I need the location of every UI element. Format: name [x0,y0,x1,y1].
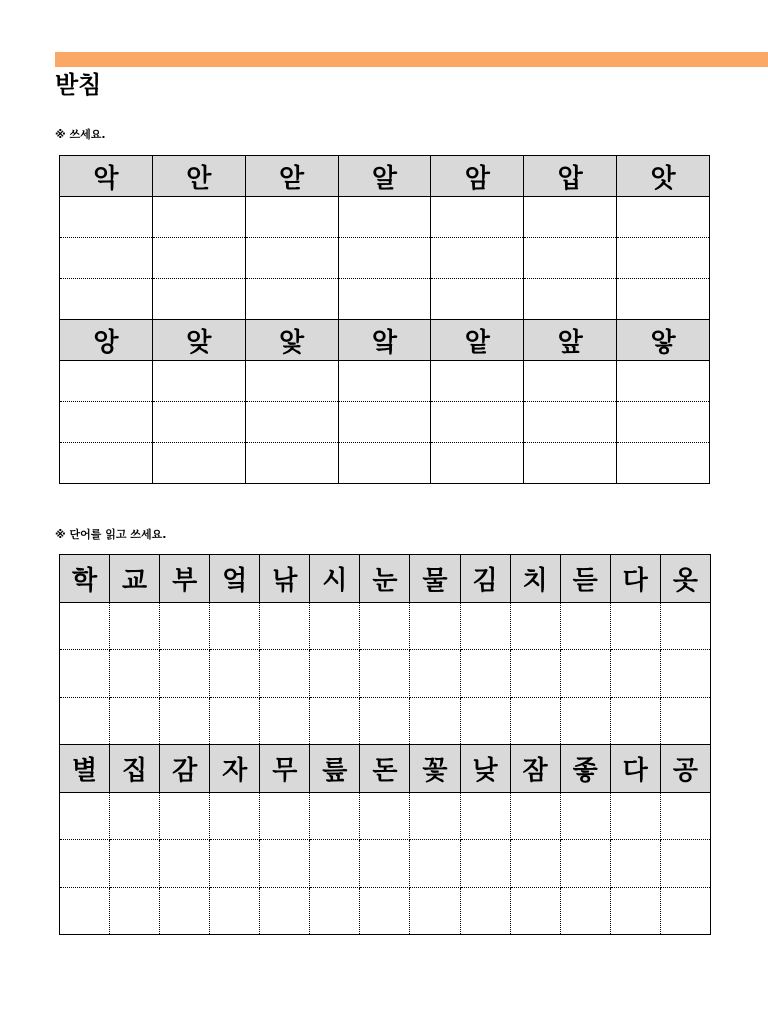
syllable-cell: 듣 [560,555,610,603]
syllable-cell: 학 [60,555,110,603]
syllable-cell: 앚 [152,320,245,361]
syllable-cell: 앝 [431,320,524,361]
syllable-cell: 안 [152,156,245,197]
syllable-cell: 낮 [460,745,510,793]
writing-cell[interactable] [524,279,617,320]
syllable-cell: 앛 [245,320,338,361]
writing-cell[interactable] [160,840,210,888]
writing-row [60,840,711,888]
writing-cell[interactable] [360,650,410,698]
batchim-writing-table [59,155,710,484]
writing-cell[interactable] [524,197,617,238]
writing-cell[interactable] [431,443,524,484]
writing-cell[interactable] [524,238,617,279]
syllable-cell: 김 [460,555,510,603]
writing-cell[interactable] [460,887,510,935]
writing-cell[interactable] [338,279,431,320]
writing-cell[interactable] [110,650,160,698]
writing-cell[interactable] [360,840,410,888]
word-header-row [60,555,711,603]
writing-cell[interactable] [245,402,338,443]
writing-row [60,887,711,935]
writing-cell[interactable] [60,697,110,745]
syllable-cell: 다 [610,555,660,603]
writing-cell[interactable] [60,361,153,402]
writing-cell[interactable] [617,197,710,238]
writing-cell[interactable] [431,361,524,402]
writing-cell[interactable] [560,792,610,840]
writing-cell[interactable] [160,887,210,935]
writing-cell[interactable] [460,602,510,650]
writing-row [60,650,711,698]
writing-cell[interactable] [338,402,431,443]
syllable-cell: 알 [338,156,431,197]
writing-cell[interactable] [610,650,660,698]
writing-cell[interactable] [510,697,560,745]
writing-cell[interactable] [338,443,431,484]
writing-cell[interactable] [617,238,710,279]
syllable-cell: 자 [210,745,260,793]
syllable-cell: 옷 [660,555,710,603]
writing-cell[interactable] [210,697,260,745]
writing-cell[interactable] [524,443,617,484]
syllable-cell: 앞 [524,320,617,361]
syllable-cell: 감 [160,745,210,793]
writing-cell[interactable] [660,840,710,888]
writing-cell[interactable] [245,443,338,484]
writing-cell[interactable] [560,887,610,935]
writing-cell[interactable] [245,238,338,279]
writing-cell[interactable] [617,402,710,443]
writing-cell[interactable] [160,650,210,698]
writing-cell[interactable] [110,697,160,745]
writing-cell[interactable] [310,650,360,698]
syllable-cell: 다 [610,745,660,793]
writing-cell[interactable] [410,602,460,650]
writing-cell[interactable] [338,197,431,238]
writing-cell[interactable] [210,792,260,840]
instruction-write: ※ 쓰세요. [55,128,106,141]
writing-cell[interactable] [60,840,110,888]
syllable-cell: 앙 [60,320,153,361]
syllable-cell: 엌 [210,555,260,603]
writing-cell[interactable] [360,697,410,745]
writing-row [60,602,711,650]
syllable-cell: 물 [410,555,460,603]
writing-cell[interactable] [460,840,510,888]
syllable-header-row [60,156,710,197]
instruction-read-and-write: ※ 단어를 읽고 쓰세요. [55,528,167,541]
writing-cell[interactable] [60,887,110,935]
writing-row [60,238,710,279]
writing-cell[interactable] [152,402,245,443]
writing-cell[interactable] [110,840,160,888]
writing-cell[interactable] [460,792,510,840]
writing-cell[interactable] [310,697,360,745]
writing-cell[interactable] [338,361,431,402]
syllable-cell: 꽃 [410,745,460,793]
writing-cell[interactable] [260,792,310,840]
writing-cell[interactable] [60,602,110,650]
writing-row [60,279,710,320]
writing-cell[interactable] [560,602,610,650]
syllable-cell: 눈 [360,555,410,603]
writing-cell[interactable] [60,197,153,238]
writing-cell[interactable] [260,650,310,698]
syllable-cell: 낚 [260,555,310,603]
writing-cell[interactable] [410,887,460,935]
writing-cell[interactable] [152,279,245,320]
writing-cell[interactable] [310,887,360,935]
writing-cell[interactable] [160,697,210,745]
writing-cell[interactable] [660,792,710,840]
syllable-cell: 공 [660,745,710,793]
writing-cell[interactable] [410,792,460,840]
writing-cell[interactable] [610,840,660,888]
writing-cell[interactable] [360,792,410,840]
writing-cell[interactable] [610,602,660,650]
syllable-cell: 릎 [310,745,360,793]
syllable-cell: 돈 [360,745,410,793]
writing-row [60,792,711,840]
syllable-cell: 압 [524,156,617,197]
writing-cell[interactable] [260,840,310,888]
writing-cell[interactable] [245,279,338,320]
writing-cell[interactable] [560,840,610,888]
writing-cell[interactable] [260,697,310,745]
writing-cell[interactable] [60,238,153,279]
writing-cell[interactable] [410,650,460,698]
writing-cell[interactable] [510,792,560,840]
syllable-cell: 암 [431,156,524,197]
writing-cell[interactable] [260,887,310,935]
syllable-cell: 앜 [338,320,431,361]
writing-cell[interactable] [60,792,110,840]
writing-cell[interactable] [660,887,710,935]
writing-cell[interactable] [431,238,524,279]
writing-cell[interactable] [245,361,338,402]
writing-cell[interactable] [524,361,617,402]
syllable-cell: 좋 [560,745,610,793]
writing-cell[interactable] [152,197,245,238]
syllable-cell: 부 [160,555,210,603]
writing-cell[interactable] [560,697,610,745]
writing-cell[interactable] [617,279,710,320]
writing-cell[interactable] [360,602,410,650]
writing-cell[interactable] [60,279,153,320]
syllable-cell: 치 [510,555,560,603]
writing-cell[interactable] [617,361,710,402]
writing-cell[interactable] [338,238,431,279]
writing-cell[interactable] [160,792,210,840]
syllable-cell: 악 [60,156,153,197]
writing-row [60,197,710,238]
writing-cell[interactable] [660,650,710,698]
writing-cell[interactable] [460,650,510,698]
writing-row [60,697,711,745]
syllable-cell: 교 [110,555,160,603]
writing-cell[interactable] [110,792,160,840]
syllable-cell: 앋 [245,156,338,197]
writing-cell[interactable] [510,650,560,698]
writing-cell[interactable] [310,602,360,650]
writing-cell[interactable] [510,887,560,935]
syllable-cell: 시 [310,555,360,603]
syllable-cell: 무 [260,745,310,793]
writing-cell[interactable] [410,697,460,745]
writing-cell[interactable] [60,402,153,443]
writing-cell[interactable] [660,697,710,745]
writing-row [60,402,710,443]
writing-cell[interactable] [152,443,245,484]
writing-cell[interactable] [60,443,153,484]
writing-cell[interactable] [431,279,524,320]
writing-cell[interactable] [310,840,360,888]
writing-row [60,361,710,402]
writing-cell[interactable] [360,887,410,935]
writing-cell[interactable] [260,602,310,650]
writing-cell[interactable] [110,602,160,650]
writing-cell[interactable] [510,840,560,888]
syllable-cell: 앗 [617,156,710,197]
word-header-row [60,745,711,793]
writing-cell[interactable] [210,602,260,650]
word-writing-table [59,554,711,935]
writing-cell[interactable] [210,840,260,888]
syllable-header-row [60,320,710,361]
writing-cell[interactable] [152,361,245,402]
writing-cell[interactable] [60,650,110,698]
writing-cell[interactable] [210,650,260,698]
page-title: 받침 [55,71,102,99]
writing-cell[interactable] [210,887,260,935]
writing-cell[interactable] [410,840,460,888]
writing-cell[interactable] [560,650,610,698]
syllable-cell: 별 [60,745,110,793]
writing-row [60,443,710,484]
writing-cell[interactable] [610,697,660,745]
writing-cell[interactable] [510,602,560,650]
header-accent-bar [55,52,768,67]
writing-cell[interactable] [110,887,160,935]
writing-cell[interactable] [431,402,524,443]
writing-cell[interactable] [660,602,710,650]
writing-cell[interactable] [152,238,245,279]
writing-cell[interactable] [524,402,617,443]
writing-cell[interactable] [610,887,660,935]
writing-cell[interactable] [160,602,210,650]
writing-cell[interactable] [610,792,660,840]
syllable-cell: 잠 [510,745,560,793]
writing-cell[interactable] [431,197,524,238]
writing-cell[interactable] [310,792,360,840]
syllable-cell: 앟 [617,320,710,361]
syllable-cell: 집 [110,745,160,793]
writing-cell[interactable] [617,443,710,484]
writing-cell[interactable] [245,197,338,238]
writing-cell[interactable] [460,697,510,745]
